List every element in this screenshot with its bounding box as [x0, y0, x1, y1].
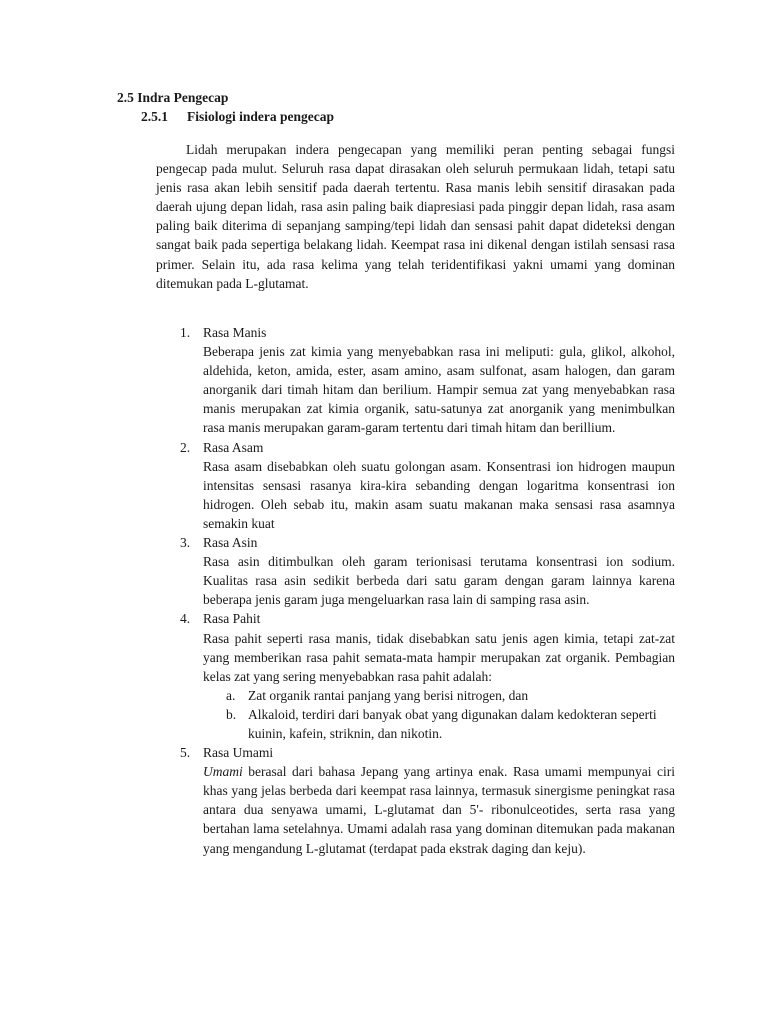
sublist-item — [203, 686, 675, 705]
list-number: 5. — [180, 745, 191, 761]
umami-body-text: berasal dari bahasa Jepang yang artinya enak. Rasa umami mempunyai ciri khas yang jelas berbeda dari keempat rasa lainnya, termasuk sinergisme peningkat rasa antara dua senyawa umami, L-glutamat dan 5'- ribonulceotides, serta rasa yang bertahan lama setelahnya. Umami adalah rasa yang dominan ditemukan pada makanan yang mengandung L-glutamat (terdapat pada ekstrak daging dan keju). — [203, 764, 675, 856]
sublist-text: Zat organik rantai panjang yang berisi nitrogen, dan — [248, 687, 529, 703]
taste-list — [180, 323, 675, 858]
list-number: 2. — [180, 439, 191, 455]
sublist-letter: b. — [226, 706, 237, 722]
list-item-rasa-manis — [180, 323, 675, 438]
list-item-title: Rasa Pahit — [203, 611, 261, 627]
subsection-number: 2.5.1 — [141, 109, 168, 124]
intro-paragraph: Lidah merupakan indera pengecapan yang memiliki peran penting sebagai fungsi pengecap pada mulut. Seluruh rasa dapat dirasakan oleh seluruh permukaan lidah, tetapi satu jenis rasa akan lebih sensitif pada daerah tertentu. Rasa manis lebih sensitif dirasakan pada daerah ujung depan lidah, rasa asin paling baik diapresiasi pada pinggir depan lidah, rasa asam paling baik diterima di sepanjang samping/tepi lidah dan sensasi pahit dapat dideteksi dengan sangat baik pada sepertiga belakang lidah. Keempat rasa ini dikenal dengan istilah sensasi rasa primer. Selain itu, ada rasa kelima yang telah teridentifikasi yakni umami yang dominan ditemukan pada L-glutamat. — [156, 142, 675, 291]
sublist-item — [203, 705, 675, 743]
list-item-title: Rasa Asin — [203, 535, 258, 551]
list-item-body: Rasa pahit seperti rasa manis, tidak disebabkan satu jenis agen kimia, tetapi zat-zat yang memberikan rasa pahit semata-mata hampir merupakan zat organik. Pembagian kelas zat yang sering menyebabkan rasa pahit adalah: — [203, 630, 675, 684]
list-item-rasa-asam — [180, 438, 675, 533]
list-item-body — [203, 762, 675, 857]
umami-italic-term: Umami — [203, 764, 243, 780]
list-item-rasa-asin — [180, 533, 675, 609]
list-item-rasa-umami — [180, 743, 675, 858]
list-number: 4. — [180, 611, 191, 627]
sublist-letter: a. — [226, 687, 236, 703]
list-item-title: Rasa Umami — [203, 745, 274, 761]
subsection-heading: Fisiologi indera pengecap — [187, 109, 335, 124]
list-number: 3. — [180, 535, 191, 551]
list-item-body: Rasa asam disebabkan oleh suatu golongan asam. Konsentrasi ion hidrogen maupun intensitas sensasi rasanya kira-kira sebanding dengan logaritma konsentrasi ion hidrogen. Oleh sebab itu, makin asam suatu makanan maka sensasi rasa asamnya semakin kuat — [203, 458, 675, 531]
bitter-substance-sublist — [203, 686, 675, 743]
list-item-rasa-pahit — [180, 609, 675, 743]
list-item-body: Beberapa jenis zat kimia yang menyebabkan rasa ini meliputi: gula, glikol, alkohol, aldehida, keton, amida, ester, asam amino, asam sulfonat, asam halogen, dan garam anorganik dari timah hitam dan berilium. Hampir semua zat yang menyebabkan rasa manis merupakan zat kimia organik, satu-satunya zat anorganik yang menimbulkan rasa manis merupakan garam-garam tertentu dari timah hitam dan berillium. — [203, 344, 675, 436]
section-heading: 2.5 Indra Pengecap — [117, 90, 229, 105]
sublist-text: Alkaloid, terdiri dari banyak obat yang digunakan dalam kedokteran seperti kuinin, kafein, striknin, dan nikotin. — [248, 706, 657, 741]
list-item-title: Rasa Asam — [203, 439, 264, 455]
list-number: 1. — [180, 325, 191, 340]
list-item-body: Rasa asin ditimbulkan oleh garam terionisasi terutama konsentrasi ion sodium. Kualitas rasa asin sedikit berbeda dari satu garam dengan garam lainnya karena beberapa jenis garam juga mengeluarkan rasa lain di samping rasa asin. — [203, 554, 675, 608]
list-item-title: Rasa Manis — [203, 325, 267, 340]
